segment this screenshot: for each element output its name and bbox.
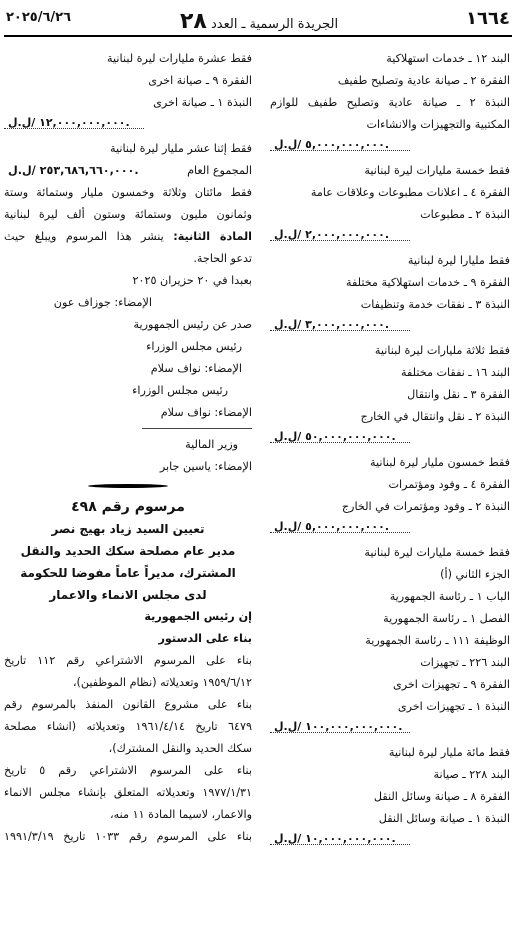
grand-total-row — [4, 160, 252, 182]
left-column — [4, 48, 252, 848]
budget-line: الفقرة ٤ ـ وفود ومؤتمرات — [388, 478, 510, 491]
section-separator — [4, 478, 252, 496]
article-two-label: المادة الثانية: — [173, 230, 252, 243]
budget-line: الوظيفة ١١١ ـ رئاسة الجمهورية — [365, 634, 510, 647]
budget-line: النبذة ٢ ـ وفود ومؤتمرات في الخارج — [341, 500, 510, 513]
decree-subject: لدى مجلس الانماء والاعمار — [49, 588, 207, 602]
amount-row — [270, 316, 510, 340]
budget-line: البند ٢٢٨ ـ صيانة — [433, 768, 510, 781]
grand-total-value: ٢٥٣,٦٨٦,٦٦٠,٠٠٠ /ل.ل. — [8, 164, 139, 177]
preamble-constitution: بناء على الدستور — [158, 632, 252, 645]
budget-line: الجزء الثاني (أ) — [440, 568, 510, 581]
amount-value: ٥,٠٠٠,٠٠٠,٠٠٠ /ل.ل. — [274, 138, 389, 151]
signatory-title: رئيس مجلس الوزراء — [132, 384, 228, 397]
amount-words: فقط عشرة مليارات ليرة لبنانية — [107, 52, 252, 65]
signatory-signature: الإمضاء: ياسين جابر — [159, 460, 252, 473]
budget-line: الفقرة ٣ ـ نقل وانتقال — [407, 388, 510, 401]
budget-line: النبذة ١ ـ صيانة اخرى — [153, 96, 252, 109]
preamble-clause: بناء على المرسوم الاشتراعي رقم ١١٢ تاريخ — [4, 654, 252, 667]
preamble-clause: ٦٤٧٩ تاريخ ١٩٦١/٤/١٤ وتعديلاته (انشاء مصلحة — [4, 720, 252, 733]
preamble-clause: بناء على المرسوم الاشتراعي رقم ٥ تاريخ — [4, 764, 252, 777]
signatory-title: رئيس مجلس الوزراء — [146, 340, 242, 353]
amount-value: ٣,٠٠٠,٠٠٠,٠٠٠ /ل.ل. — [274, 318, 389, 331]
president-signature: الإمضاء: جوزاف عون — [53, 296, 152, 309]
budget-line: المكتبية والتجهيزات والانشاءات — [366, 118, 510, 131]
signature-divider — [4, 424, 252, 434]
decree-subject: المشترك، مديراً عاماً مفوضا للحكومة — [20, 566, 236, 580]
header-rule — [4, 35, 512, 37]
amount-words: فقط ثلاثة مليارات ليرة لبنانية — [374, 344, 510, 357]
signatory-signature: الإمضاء: نواف سلام — [160, 406, 252, 419]
page-number: ١٦٦٤ — [466, 8, 510, 29]
signatory-signature: الإمضاء: نواف سلام — [150, 362, 242, 375]
preamble-clause: ١٩٥٩/٦/١٢ وتعديلاته (نظام الموظفين)، — [72, 676, 252, 689]
amount-row — [270, 718, 510, 742]
budget-line: النبذة ١ ـ صيانة وسائل النقل — [378, 812, 510, 825]
article-two-cont: تدعو الحاجة. — [193, 252, 252, 265]
budget-line: البند ١٦ ـ نفقات مختلفة — [400, 366, 510, 379]
budget-line: الفقرة ٩ ـ تجهيزات اخرى — [392, 678, 510, 691]
amount-row — [270, 518, 510, 542]
budget-line: الفقرة ٤ ـ اعلانات مطبوعات وعلاقات عامة — [310, 186, 510, 199]
decree-title: مرسوم رقم ٤٩٨ — [71, 499, 185, 515]
budget-line: النبذة ٢ ـ نقل وانتقال في الخارج — [360, 410, 510, 423]
amount-words: فقط إثنا عشر مليار ليرة لبنانية — [109, 142, 252, 155]
gazette-title-text: الجريدة الرسمية ـ العدد — [211, 17, 339, 32]
preamble-clause: بناء على المرسوم رقم ١٠٣٣ تاريخ ١٩٩١/٣/١٩ — [4, 830, 253, 843]
amount-words: فقط مليارا ليرة لبنانية — [407, 254, 510, 267]
budget-line: الفقرة ٩ ـ صيانة اخرى — [148, 74, 252, 87]
amount-value: ١٠٠,٠٠٠,٠٠٠,٠٠٠ /ل.ل. — [274, 720, 403, 733]
total-words: فقط مائتان وثلاثة وخمسون مليار وستمائة وستة — [4, 186, 252, 199]
preamble-clause: والاعمار، لاسيما المادة ١١ منه، — [110, 808, 252, 821]
budget-line: الفصل ١ ـ رئاسة الجمهورية — [383, 612, 510, 625]
amount-row — [270, 428, 510, 452]
amount-row — [270, 830, 510, 854]
signatory-title: وزير المالية — [185, 438, 238, 451]
amount-value: ٥٠,٠٠٠,٠٠٠,٠٠٠ /ل.ل. — [274, 430, 396, 443]
issue-date: ٢٠٢٥/٦/٢٦ — [6, 10, 72, 25]
page-header — [0, 0, 516, 36]
issue-number: ٢٨ — [180, 9, 207, 34]
preamble-clause: بناء على مشروع القانون المنفذ بالمرسوم رقم — [4, 698, 252, 711]
amount-value: ٥,٠٠٠,٠٠٠,٠٠٠ /ل.ل. — [274, 520, 389, 533]
budget-line: البند ١٢ ـ خدمات استهلاكية — [386, 52, 510, 65]
grand-total-label: المجموع العام — [187, 164, 252, 177]
amount-words: فقط خمسة مليارات ليرة لبنانية — [364, 164, 510, 177]
amount-words: فقط مائة مليار ليرة لبنانية — [388, 746, 510, 759]
budget-line: الفقرة ٩ ـ خدمات استهلاكية مختلفة — [345, 276, 510, 289]
decree-subject: تعيين السيد زياد بهيج نصر — [51, 522, 205, 536]
budget-line: الفقرة ٨ ـ صيانة وسائل النقل — [373, 790, 510, 803]
signing-place-date: بعبدا في ٢٠ حزيران ٢٠٢٥ — [132, 274, 252, 287]
decree-subject: مدير عام مصلحة سكك الحديد والنقل — [20, 544, 236, 558]
amount-row — [270, 226, 510, 250]
preamble-president: إن رئيس الجمهورية — [144, 610, 252, 623]
budget-line: النبذة ٢ ـ مطبوعات — [420, 208, 510, 221]
budget-line: الفقرة ٢ ـ صيانة عادية وتصليح طفيف — [337, 74, 510, 87]
budget-line: النبذة ٢ ـ صيانة عادية وتصليح طفيف للوازم — [270, 96, 511, 109]
gazette-title — [180, 9, 338, 34]
preamble-clause: ١٩٧٧/١/٣١ وتعديلاته المتعلق بإنشاء مجلس الانماء — [4, 786, 252, 799]
amount-value: ١٢,٠٠٠,٠٠٠,٠٠٠ /ل.ل. — [8, 116, 130, 129]
budget-line: النبذة ٣ ـ نفقات خدمة وتنظيفات — [360, 298, 510, 311]
budget-line: البند ٢٢٦ ـ تجهيزات — [420, 656, 510, 669]
article-two — [4, 226, 252, 248]
amount-value: ١٠,٠٠٠,٠٠٠,٠٠٠ /ل.ل. — [274, 832, 396, 845]
issued-by: صدر عن رئيس الجمهورية — [133, 318, 252, 331]
preamble-clause: سكك الحديد والنقل المشترك)، — [108, 742, 252, 755]
article-two-text: ينشر هذا المرسوم ويبلغ حيث — [4, 230, 174, 243]
amount-row — [4, 114, 252, 138]
amount-row — [270, 136, 510, 160]
right-column — [270, 48, 510, 854]
total-words: وثمانون مليون وستمائة وستون ألف ليرة لبنانية — [4, 208, 252, 221]
budget-line: النبذة ١ ـ تجهيزات اخرى — [397, 700, 510, 713]
amount-value: ٢,٠٠٠,٠٠٠,٠٠٠ /ل.ل. — [274, 228, 389, 241]
budget-line: الباب ١ ـ رئاسة الجمهورية — [389, 590, 510, 603]
amount-words: فقط خمسة مليارات ليرة لبنانية — [364, 546, 510, 559]
amount-words: فقط خمسون مليار ليرة لبنانية — [370, 456, 510, 469]
